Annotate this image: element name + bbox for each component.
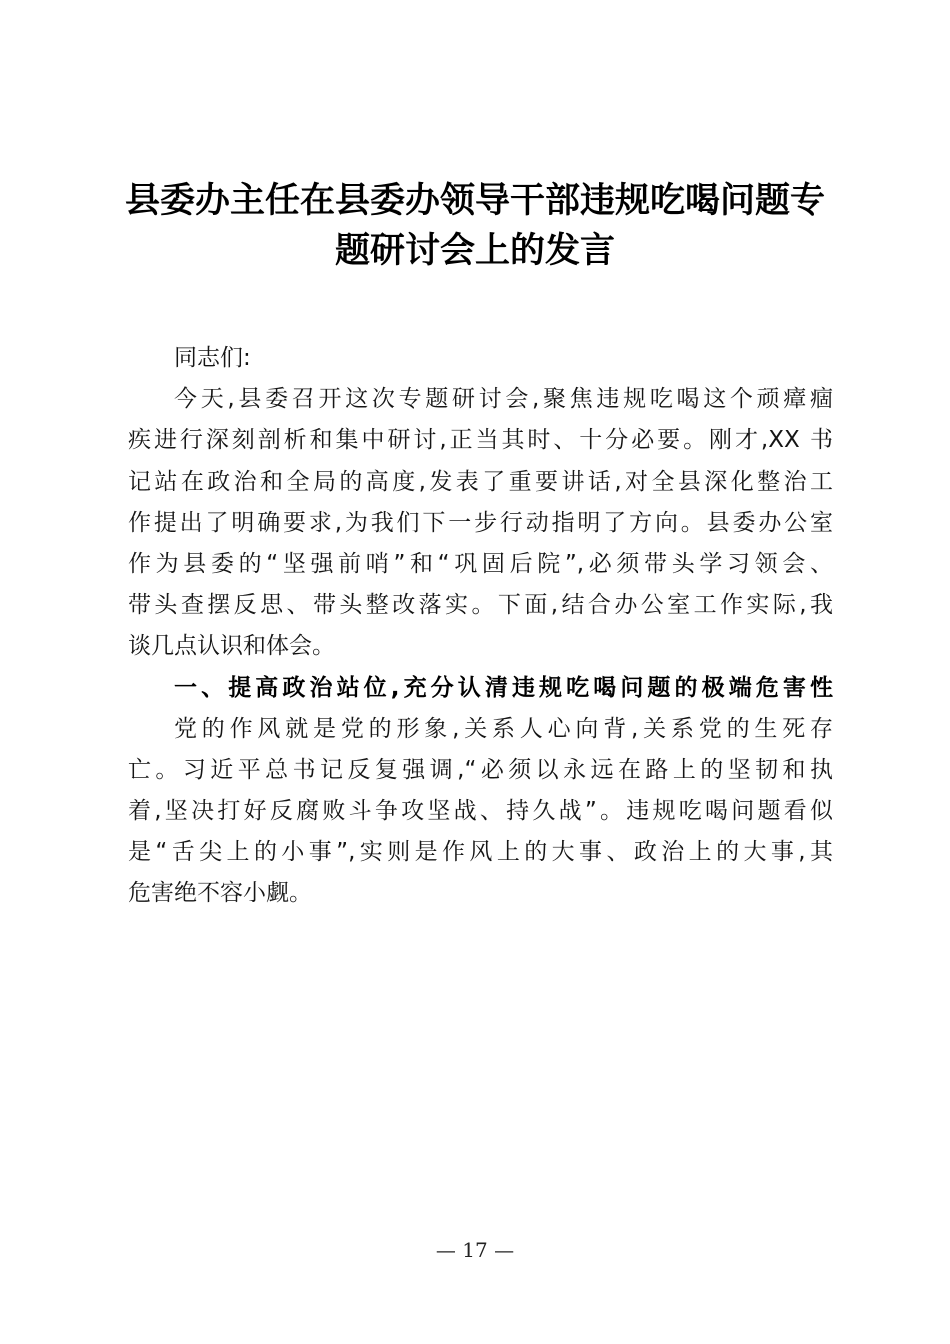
paragraph-intro — [128, 379, 833, 667]
section-heading: 一、提高政治站位,充分认清违规吃喝问题的极端危害性 — [174, 674, 833, 701]
paragraph-section-1 — [128, 709, 833, 915]
title-line: 题研讨会上的发言 — [334, 230, 615, 271]
text-line: 危害绝不容小觑。 — [128, 880, 312, 907]
text-line: 是“舌尖上的小事”,实则是作风上的大事、政治上的大事,其 — [128, 839, 833, 866]
text-line: 今天,县委召开这次专题研讨会,聚焦违规吃喝这个顽瘴痼 — [174, 386, 833, 413]
text-line: 疾进行深刻剖析和集中研讨,正当其时、十分必要。刚才,XX 书 — [128, 427, 833, 454]
text-line: 带头查摆反思、带头整改落实。下面,结合办公室工作实际,我 — [128, 592, 833, 619]
document-title — [100, 176, 850, 276]
text-line: 作为县委的“坚强前哨”和“巩固后院”,必须带头学习领会、 — [128, 550, 833, 577]
text-line: 亡。习近平总书记反复强调,“必须以永远在路上的坚韧和执 — [128, 756, 833, 783]
text-line: 党的作风就是党的形象,关系人心向背,关系党的生死存 — [174, 715, 833, 742]
page-number: — 17 — — [435, 1238, 515, 1262]
document-body — [128, 338, 833, 915]
text-line: 作提出了明确要求,为我们下一步行动指明了方向。县委办公室 — [128, 509, 833, 536]
text-line: 着,坚决打好反腐败斗争攻坚战、持久战”。违规吃喝问题看似 — [128, 798, 833, 825]
text-line: 记站在政治和全局的高度,发表了重要讲话,对全县深化整治工 — [128, 468, 833, 495]
title-line: 县委办主任在县委办领导干部违规吃喝问题专 — [124, 180, 825, 221]
salutation: 同志们: — [174, 345, 251, 371]
text-line: 谈几点认识和体会。 — [128, 633, 335, 660]
